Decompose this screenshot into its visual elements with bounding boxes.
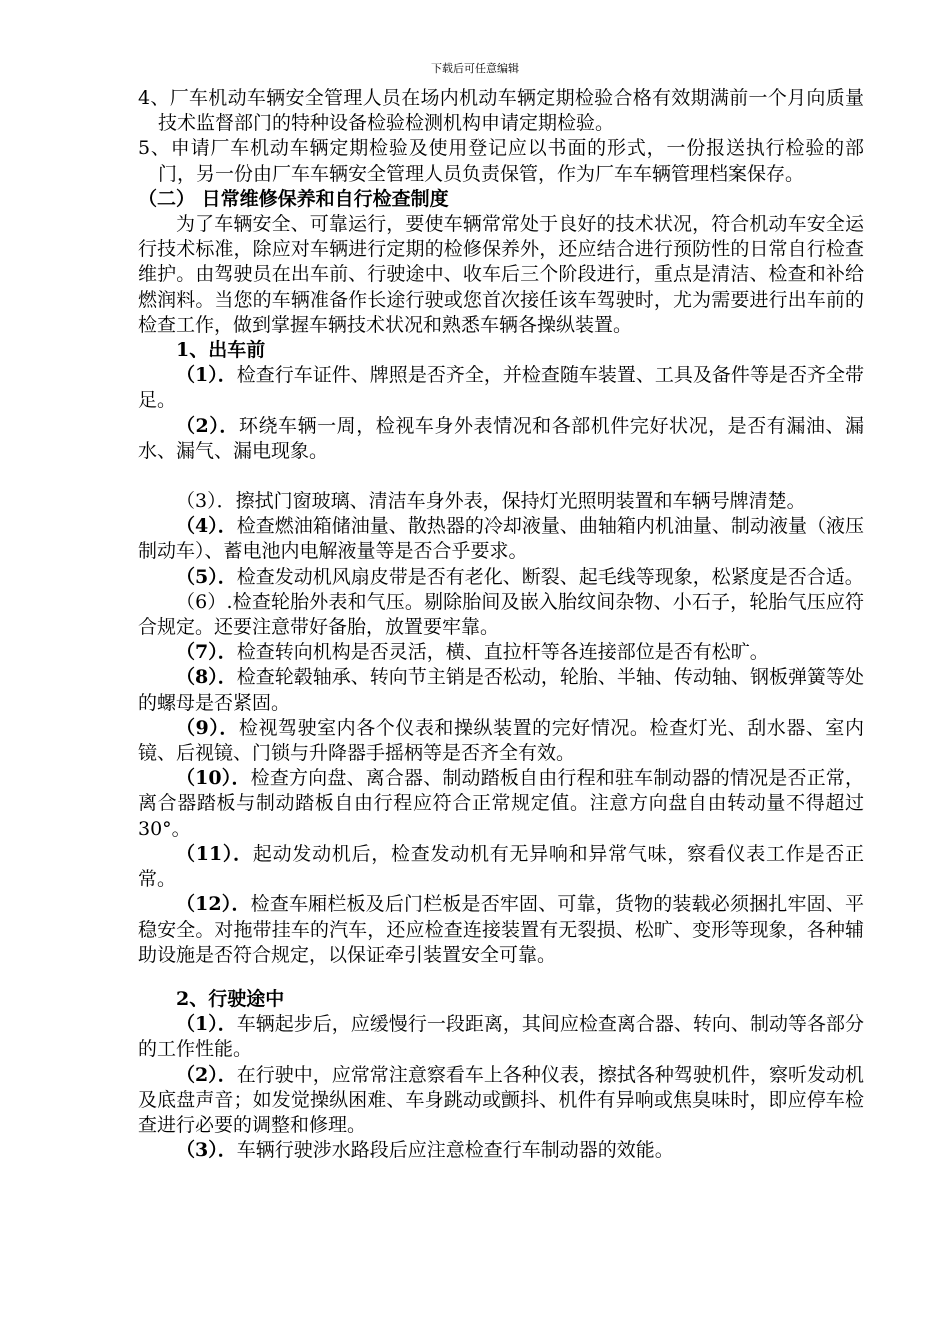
check-item: （3）．擦拭门窗玻璃、清洁车身外表，保持灯光照明装置和车辆号牌清楚。 <box>176 490 806 513</box>
check-item: （7）．检查转向机构是否灵活，横、直拉杆等各连接部位是否有松旷。 <box>176 641 769 664</box>
check-item: （5）．检查发动机风扇皮带是否有老化、断裂、起毛线等现象，松紧度是否合适。 <box>176 565 864 588</box>
check-item: （9）．检视驾驶室内各个仪表和操纵装置的完好情况。检查灯光、刮水器、室内镜、后视镜、门锁与升降器手摇柄等是否齐全有效。 <box>138 716 864 765</box>
check-item: （6）.检查轮胎外表和气压。剔除胎间及嵌入胎纹间杂物、小石子，轮胎气压应符合规定。还要注意带好备胎，放置要牢靠。 <box>138 590 864 639</box>
item-number: 5、 <box>138 137 171 160</box>
check-item: （12）．检查车厢栏板及后门栏板是否牢固、可靠，货物的装载必须捆扎牢固、平稳安全。对拖带挂车的汽车，还应检查连接装置有无裂损、松旷、变形等现象，各种辅助设施是否符合规定，以保证牵引装置安全可靠。 <box>138 893 864 966</box>
check-item: （2）．环绕车辆一周，检视车身外表情况和各部机件完好状况，是否有漏油、漏水、漏气、漏电现象。 <box>138 414 864 462</box>
check-item: （1）．检查行车证件、牌照是否齐全，并检查随车装置、工具及备件等是否齐全带足。 <box>138 364 864 412</box>
check-item: （1）．车辆起步后，应缓慢行一段距离，其间应检查离合器、转向、制动等各部分的工作性能。 <box>138 1013 864 1061</box>
check-item: （10）．检查方向盘、离合器、制动踏板自由行程和驻车制动器的情况是否正常，离合器踏板与制动踏板自由行程应符合正常规定值。注意方向盘自由转动量不得超过30°。 <box>138 767 864 840</box>
item-number: 4、 <box>138 87 170 109</box>
subsection-title-before-departure: 1、出车前 <box>176 339 266 362</box>
check-item: （2）．在行驶中，应常常注意察看车上各种仪表，擦拭各种驾驶机件，察听发动机及底盘声音；如发觉操纵困难、车身跳动或颤抖、机件有异响或焦臭味时，即应停车检查进行必要的调整和修理。 <box>138 1063 864 1136</box>
check-item: （11）．起动发动机后，检查发动机有无异响和异常气味，察看仪表工作是否正常。 <box>138 842 864 891</box>
document-body <box>138 86 864 1163</box>
check-item: （8）．检查轮毂轴承、转向节主销是否松动，轮胎、半轴、传动轴、钢板弹簧等处的螺母是否紧固。 <box>138 666 864 714</box>
check-item: （4）．检查燃油箱储油量、散热器的冷却液量、曲轴箱内机油量、制动液量（液压制动车）、蓄电池内电解液量等是否合乎要求。 <box>138 515 864 563</box>
item-text: 申请厂车机动车辆定期检验及使用登记应以书面的形式，一份报送执行检验的部门，另一份由厂车车辆安全管理人员负责保管，作为厂车车辆管理档案保存。 <box>158 137 864 185</box>
item-text: 厂车机动车辆安全管理人员在场内机动车辆定期检验合格有效期满前一个月向质量技术监督部门的特种设备检验检测机构申请定期检验。 <box>158 87 864 135</box>
blank-line <box>138 968 864 987</box>
list-item-5 <box>138 136 864 186</box>
section-heading: （二） 日常维修保养和自行检查制度 <box>138 187 449 210</box>
page-header-note: 下载后可任意编辑 <box>431 62 519 75</box>
subsection-title-while-driving: 2、行驶途中 <box>176 987 285 1010</box>
list-item-4 <box>138 86 864 136</box>
section-intro-paragraph: 为了车辆安全、可靠运行，要使车辆常常处于良好的技术状况，符合机动车安全运行技术标准，除应对车辆进行定期的检修保养外，还应结合进行预防性的日常自行检查维护。由驾驶员在出车前、行驶途中、收车后三个阶段进行，重点是清洁、检查和补给燃润料。当您的车辆准备作长途行驶或您首次接任该车驾驶时，尤为需要进行出车前的检查工作，做到掌握车辆技术状况和熟悉车辆各操纵装置。 <box>138 213 864 336</box>
blank-line <box>138 464 864 489</box>
check-item: （3）．车辆行驶涉水路段后应注意检查行车制动器的效能。 <box>176 1139 674 1162</box>
